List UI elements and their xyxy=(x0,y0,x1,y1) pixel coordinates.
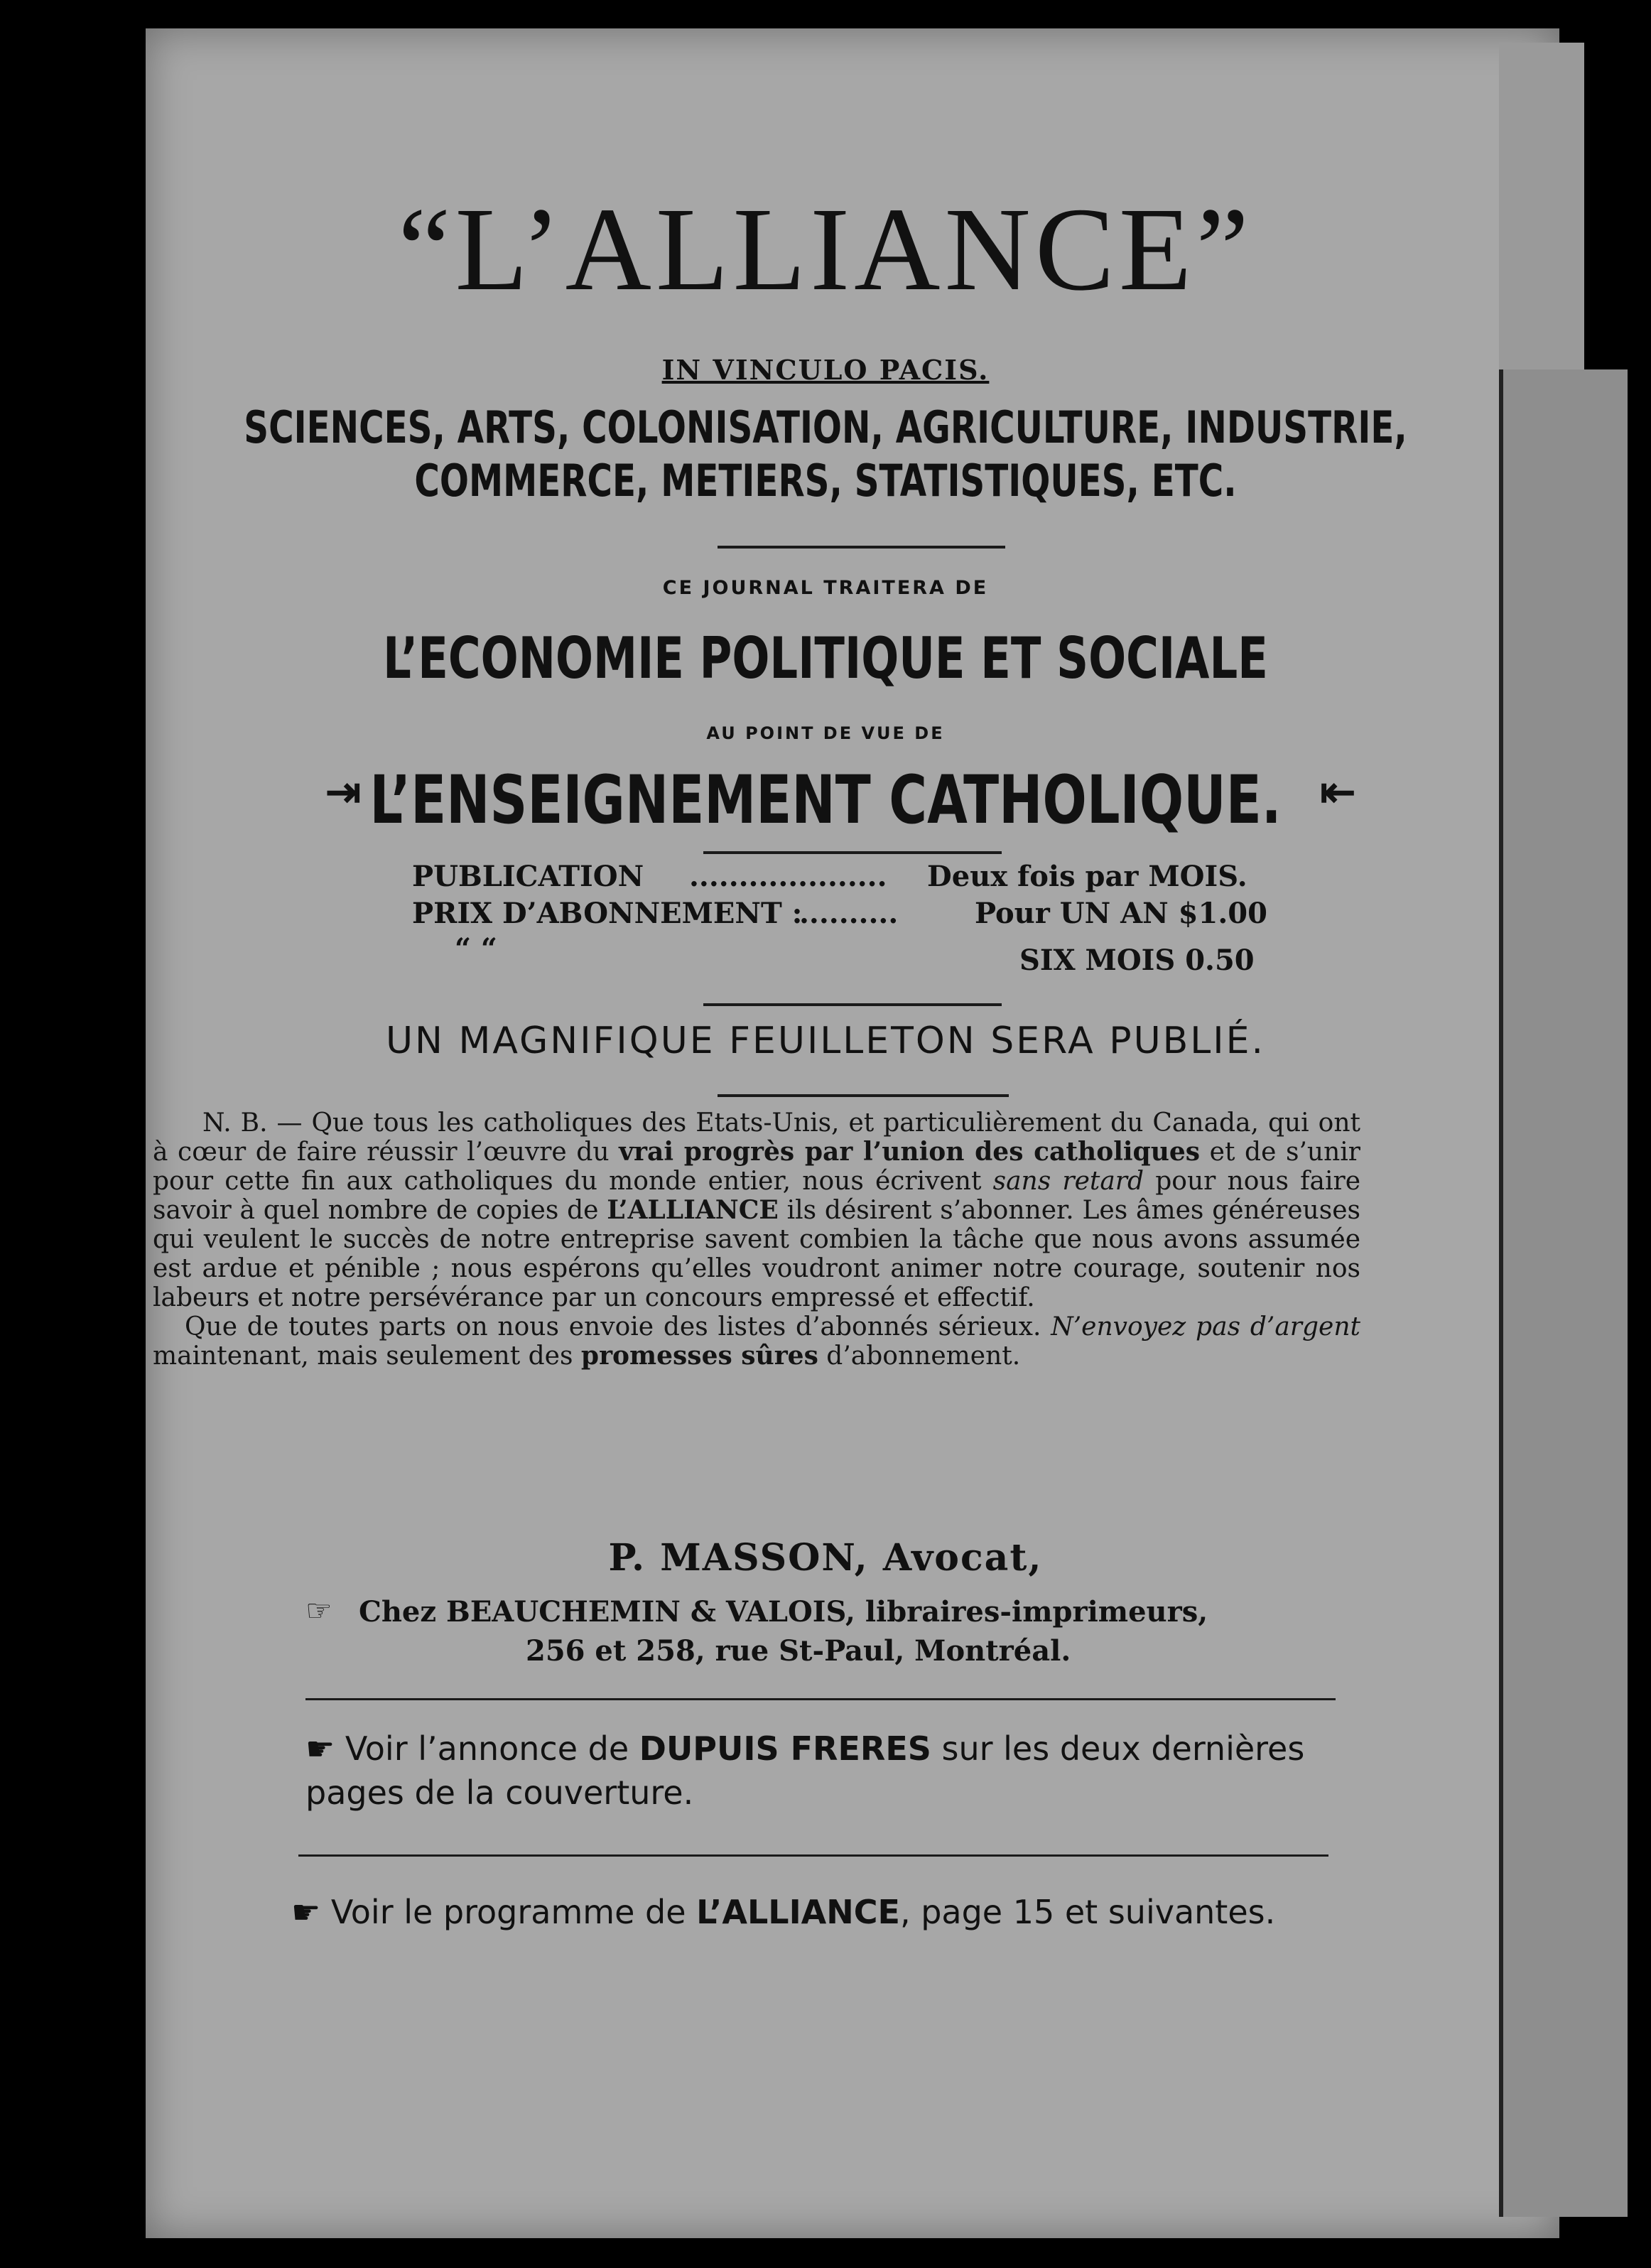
point-de-vue: AU POINT DE VUE DE xyxy=(706,723,945,743)
price-year: Pour UN AN $1.00 xyxy=(975,897,1267,930)
nb-text: Que de toutes parts on nous envoie des listes d’abonnés sérieux. xyxy=(185,1312,1051,1341)
divider-4 xyxy=(718,1094,1009,1097)
notice-text: Voir le programme de xyxy=(330,1893,697,1931)
divider-5 xyxy=(305,1698,1336,1700)
notice-dupuis xyxy=(305,1727,1336,1815)
nb-italic: N’envoyez pas d’argent xyxy=(1051,1312,1360,1341)
motto: IN VINCULO PACIS. xyxy=(661,354,990,386)
nb-text: et de s’unir pour cette fin aux catholiques du monde entier, nous écrivent xyxy=(153,1138,1360,1196)
nb-text: maintenant, mais seulement des xyxy=(153,1341,581,1371)
economy-heading: L’ECONOMIE POLITIQUE ET SOCIALE xyxy=(383,625,1268,691)
journal-intro: CE JOURNAL TRAITERA DE xyxy=(662,577,989,599)
publication-value: Deux fois par MOIS. xyxy=(927,860,1247,893)
publication-dots: .................... xyxy=(689,860,887,893)
notice-alliance-name: L’ALLIANCE xyxy=(696,1893,900,1931)
nb-text: pour nous faire savoir à quel nombre de copies de xyxy=(153,1167,1361,1225)
adjacent-page-edge xyxy=(1499,369,1628,2217)
nb-bold-alliance: L’ALLIANCE xyxy=(607,1195,779,1225)
publication-label: PUBLICATION xyxy=(412,860,644,893)
divider-2 xyxy=(703,851,1002,854)
price-dots: .......... xyxy=(799,897,899,930)
price-label: PRIX D’ABONNEMENT : xyxy=(412,897,803,930)
nb-text: N. B. — Que tous les catholiques des Etats-Unis, et particulièrement du Canada, qui ont à cœur de faire réussir l’œuvre du xyxy=(153,1108,1360,1167)
notice-text: sur les deux dernières pages de la couverture. xyxy=(305,1729,1305,1812)
nb-bold-promises: promesses sûres xyxy=(580,1341,818,1371)
signature: P. MASSON, Avocat, xyxy=(608,1536,1043,1580)
notice-text: Voir l’annonce de xyxy=(345,1729,639,1768)
divider-1 xyxy=(718,546,1005,549)
subjects-line-2: COMMERCE, METIERS, STATISTIQUES, ETC. xyxy=(414,455,1237,507)
nb-bold-progress: vrai progrès par l’union des catholiques xyxy=(619,1137,1201,1167)
ditto-marks: “ “ xyxy=(455,932,497,966)
ornament-arrow-icon: ⇤ xyxy=(1320,769,1356,816)
nb-paragraph xyxy=(153,1108,1360,1371)
nb-text: d’abonnement. xyxy=(818,1341,1021,1371)
pointing-hand-icon: ☛ xyxy=(291,1893,321,1931)
subjects-line-1: SCIENCES, ARTS, COLONISATION, AGRICULTURE, INDUSTRIE, xyxy=(244,401,1407,453)
ornament-arrow-icon: ⇥ xyxy=(325,769,362,816)
nb-italic: sans retard xyxy=(992,1167,1144,1196)
notice-programme xyxy=(291,1890,1328,1934)
notice-dupuis-name: DUPUIS FRERES xyxy=(639,1729,931,1768)
nb-text: ils désirent s’abonner. Les âmes généreuses qui veulent le succès de notre entreprise savent combien la tâche que nous avons assumée est ardue et pénible ; nous espérons qu’elles voudront animer notre courage, soutenir nos labeurs et notre persévérance par un concours empressé et effectif. xyxy=(153,1196,1360,1312)
feuilleton-announcement: UN MAGNIFIQUE FEUILLETON SERA PUBLIÉ. xyxy=(385,1020,1265,1062)
pointing-hand-icon: ☞ xyxy=(305,1595,332,1628)
notice-text: , page 15 et suivantes. xyxy=(899,1893,1276,1931)
price-six-months: SIX MOIS 0.50 xyxy=(1019,944,1255,977)
divider-6 xyxy=(298,1854,1328,1857)
address-line-1: Chez BEAUCHEMIN & VALOIS, libraires-imprimeurs, xyxy=(359,1595,1208,1629)
pointing-hand-icon: ☛ xyxy=(305,1729,335,1768)
address-line-2: 256 et 258, rue St-Paul, Montréal. xyxy=(526,1634,1071,1668)
divider-3 xyxy=(703,1003,1002,1006)
masthead-title: “L’ALLIANCE” xyxy=(397,183,1254,315)
enseignement-heading: L’ENSEIGNEMENT CATHOLIQUE. xyxy=(369,762,1282,839)
